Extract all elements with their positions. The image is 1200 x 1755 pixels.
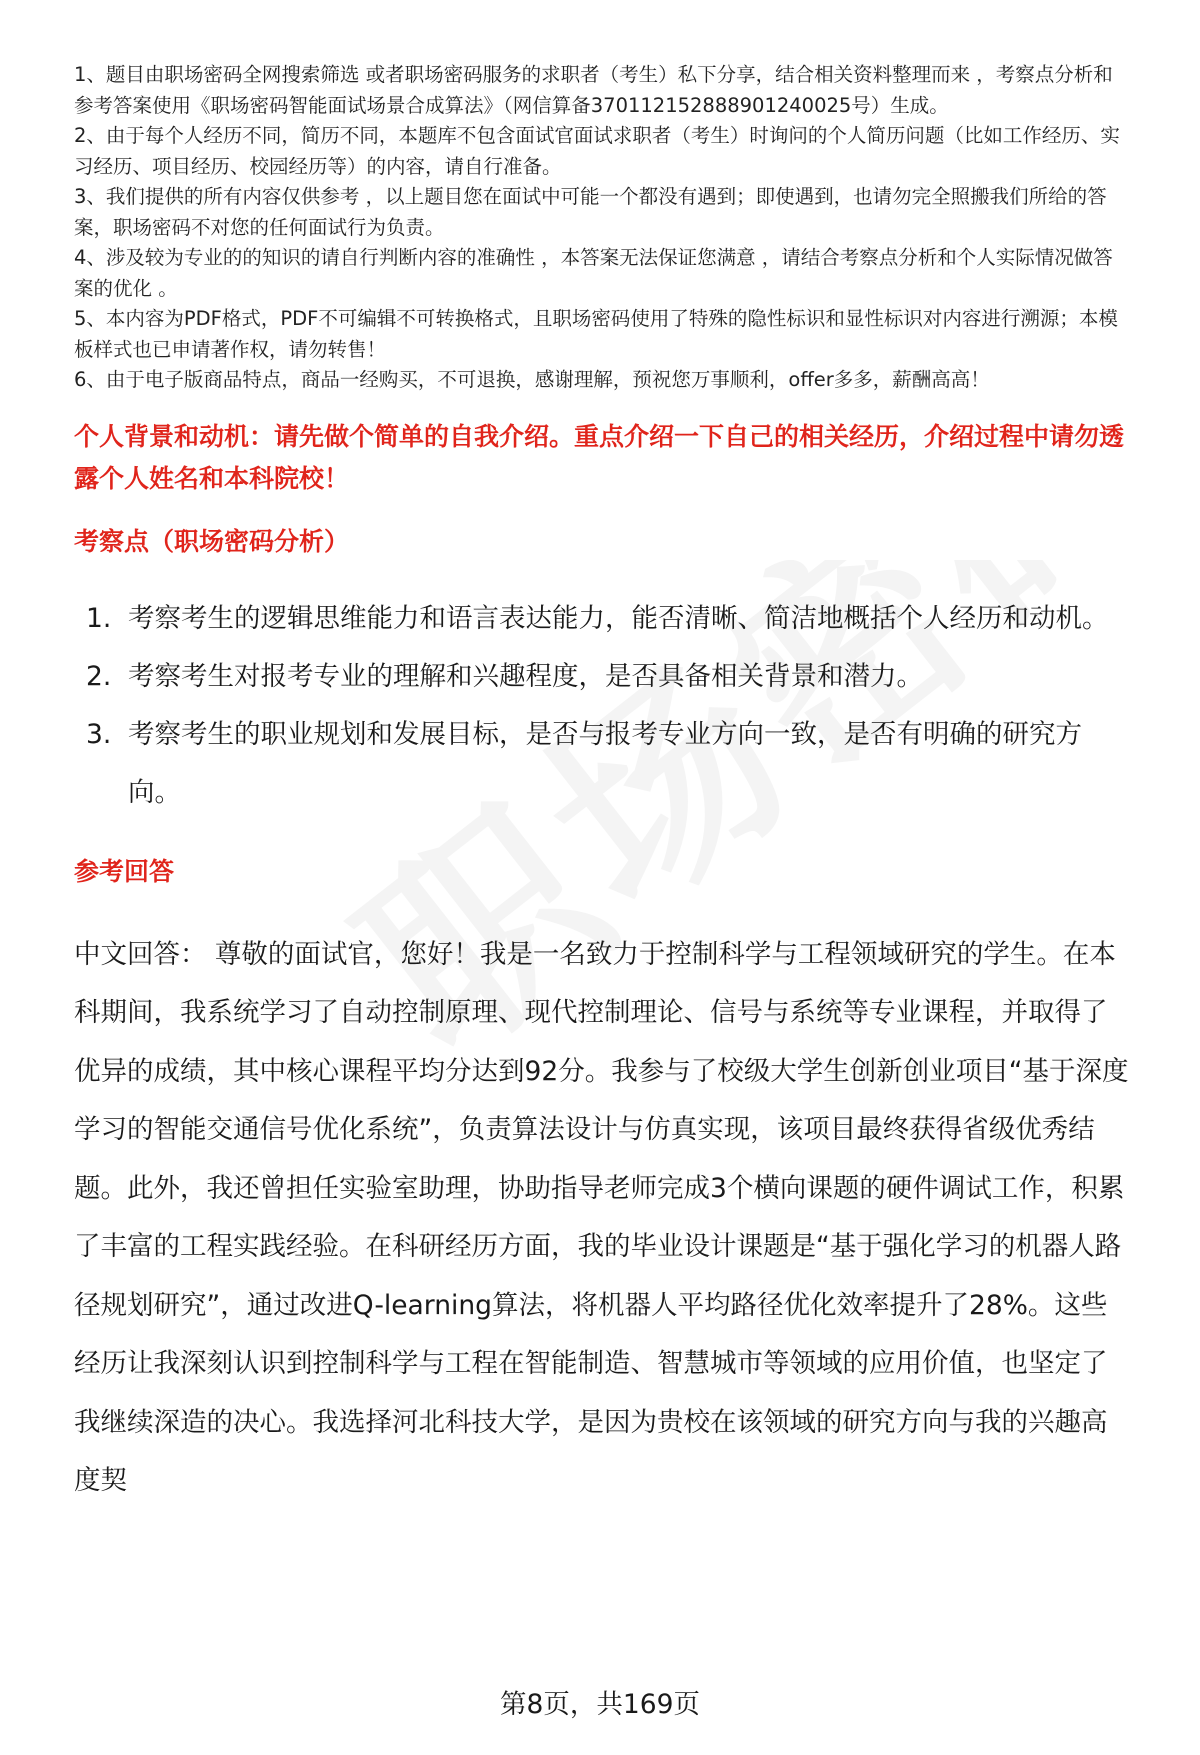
point-text: 考察考生对报考专业的理解和兴趣程度，是否具备相关背景和潜力。 [128,660,923,692]
point-number: 3. [86,718,112,750]
question-title: 个人背景和动机：请先做个简单的自我介绍。重点介绍一下自己的相关经历，介绍过程中请勿透露个人姓名和本科院校！ [74,421,1125,493]
analysis-point [74,706,1130,822]
answer-heading: 参考回答 [74,856,175,886]
page-footer: 第8页，共169页 [500,1689,700,1720]
analysis-points-list [74,590,1130,822]
point-number: 1. [86,602,112,634]
note-item: 2、由于每个人经历不同，简历不同，本题库不包含面试官面试求职者（考生）时询问的个人简历问题（比如工作经历、实习经历、项目经历、校园经历等）的内容，请自行准备。 [74,124,1120,178]
analysis-heading: 考察点（职场密码分析） [74,526,350,556]
point-number: 2. [86,660,112,692]
point-text: 考察考生的职业规划和发展目标，是否与报考专业方向一致，是否有明确的研究方向。 [128,718,1082,808]
note-item: 3、我们提供的所有内容仅供参考 ，以上题目您在面试中可能一个都没有遇到；即使遇到，也请勿完全照搬我们所给的答案，职场密码不对您的任何面试行为负责。 [74,185,1107,239]
answer-paragraph: 中文回答： 尊敬的面试官，您好！我是一名致力于控制科学与工程领域研究的学生。在本科期间，我系统学习了自动控制原理、现代控制理论、信号与系统等专业课程，并取得了优异的成绩，其中核心课程平均分达到92分。我参与了校级大学生创新创业项目“基于深度学习的智能交通信号优化系统”，负责算法设计与仿真实现，该项目最终获得省级优秀结题。此外，我还曾担任实验室助理，协助指导老师完成3个横向课题的硬件调试工作，积累了丰富的工程实践经验。在科研经历方面，我的毕业设计课题是“基于强化学习的机器人路径规划研究”，通过改进Q-learning算法，将机器人平均路径优化效率提升了28%。这些经历让我深刻认识到控制科学与工程在智能制造、智慧城市等领域的应用价值，也坚定了我继续深造的决心。我选择河北科技大学，是因为贵校在该领域的研究方向与我的兴趣高度契 [74,938,1129,1496]
note-item: 4、涉及较为专业的的知识的请自行判断内容的准确性 ，本答案无法保证您满意 ，请结合考察点分析和个人实际情况做答案的优化 。 [74,246,1113,300]
analysis-point [74,590,1130,648]
note-item: 1、题目由职场密码全网搜索筛选 或者职场密码服务的求职者（考生）私下分享，结合相关资料整理而来 ，考察点分析和参考答案使用《职场密码智能面试场景合成算法》（网信算备370112152888901240025号）生成。 [74,63,1113,117]
analysis-point [74,648,1130,706]
disclaimer-notes [74,60,1130,396]
note-item: 6、由于电子版商品特点，商品一经购买，不可退换，感谢理解，预祝您万事顺利，offer多多，薪酬高高！ [74,368,990,391]
point-text: 考察考生的逻辑思维能力和语言表达能力，能否清晰、简洁地概括个人经历和动机。 [128,602,1109,634]
note-item: 5、本内容为PDF格式，PDF不可编辑不可转换格式，且职场密码使用了特殊的隐性标识和显性标识对内容进行溯源；本模板样式也已申请著作权，请勿转售！ [74,307,1118,361]
